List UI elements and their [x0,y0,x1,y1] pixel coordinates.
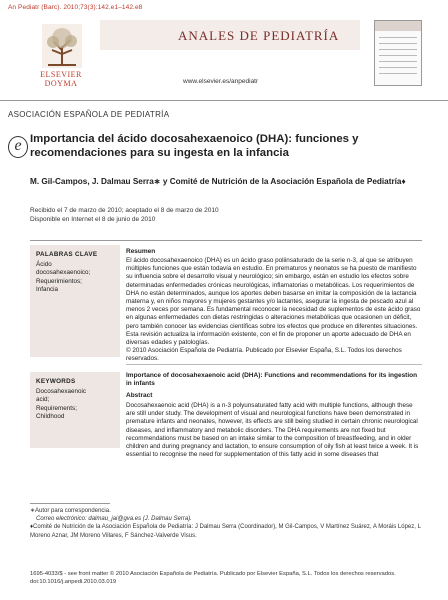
issn-line: 1695-4033/$ - see front matter © 2010 Asociación Española de Pediatría. Publicado por Elsevier España, S.L. Todos los derechos reservados. [30,571,396,577]
abstract-heading: Abstract [126,392,153,399]
resumen-block [126,248,422,364]
abstract-divider [126,364,422,365]
keywords-es-box [30,245,120,357]
committee-note: ♦Comité de Nutrición de la Asociación Española de Pediatría: J Dalmau Serra (Coordinador), M Gil-Campos, V Martínez Suárez, A Moráis López, L Moreno Aznar, JM Moreno Villares, F Sánchez-Valverde Visus. [30,524,421,539]
received-date: Recibido el 7 de marzo de 2010; aceptado el 8 de marzo de 2010 [30,207,219,214]
cover-line [379,61,417,62]
keywords-es-list [36,261,118,294]
electronic-article-icon: e [8,136,28,158]
cover-line [379,49,417,50]
keyword: acid; [36,396,50,404]
keyword: Infancia [36,285,59,293]
publisher-name: ELSEVIER DOYMA [40,70,82,88]
section-heading: ASOCIACIÓN ESPAÑOLA DE PEDIATRÍA [8,110,170,119]
footnotes [30,507,430,540]
resumen-copyright: © 2010 Asociación Española de Pediatría. Publicado por Elsevier España, S.L. Todos los derechos reservados. [126,347,402,363]
keyword: Childhood [36,412,65,420]
cover-line [379,43,417,44]
citation: An Pediatr (Barc). 2010;73(3):142.e1–142.e8 [8,4,143,11]
article-authors: M. Gil-Campos, J. Dalmau Serra∗ y Comité de Nutrición de la Asociación Española de Pediatría♦ [30,177,406,186]
doi-line[interactable]: doi:10.1016/j.anpedi.2010.03.019 [30,579,117,585]
keyword: docosahexaenoico; [36,269,91,277]
keyword: Requerimientos; [36,277,82,285]
article-title: Importancia del ácido docosahexaenoico (DHA): funciones y recomendaciones para su ingesta en la infancia [30,133,359,159]
correspondence-note: ∗Autor para correspondencia. [30,508,111,514]
journal-cover-thumbnail [374,20,422,86]
cover-line [379,73,417,74]
publisher-logo [28,20,94,88]
footnote-divider [30,503,110,504]
keywords-en-list [36,388,118,421]
cover-line [379,55,417,56]
keywords-en-box [30,372,120,448]
journal-url[interactable]: www.elsevier.es/anpediatr [183,78,259,85]
keyword: Ácido [36,261,52,268]
cover-band [375,21,421,31]
elsevier-tree-icon [42,24,82,68]
abstract-top-divider [30,240,422,241]
keywords-en-heading: KEYWORDS [36,378,76,385]
keywords-es-heading: PALABRAS CLAVE [36,251,98,258]
bottom-matter [30,570,430,586]
english-title: Importance of docosahexaenoic acid (DHA): Functions and recommendations for its ingestion in infants [126,372,418,388]
online-date: Disponible en Internet el 8 de junio de 2010 [30,216,156,223]
keyword: Docosahexaenoic [36,388,87,395]
article-dates [30,206,430,224]
cover-line [379,37,417,38]
resumen-heading: Resumen [126,248,156,255]
resumen-text: El ácido docosahexaenoico (DHA) es un ácido graso poliinsaturado de la serie n-3, al que se atribuyen múltiples funciones que están todavía en estudio. En prematuros y neonatos se ha puesto de manifiesto su influencia sobre el desarrollo visual y neurológico; sin embargo, están en estudio los efectos sobre determinadas enfermedades crónicas neurológicas, inflamatorias o metabólicas. Los requerimientos de DHA no están determinados, aunque los aportes deben basarse en imitar la composición de la lactancia materna y, en niños mayores y mujeres gestantes y/o lactantes, asegurar la ingesta de pescado azul al menos 2 veces por semana. Es fundamental reconocer la necesidad de suplementos de este ácido graso en algunas enfermedades con dietas restringidas o alteraciones metabólicas que ocasionen un déficit, pero también conocer las evidencias científicas sobre los efectos que produce en diferentes situaciones. Esta revisión actualiza la información existente, con el fin de proponer un aporte adecuado de DHA en diversas edades y patologías. [126,257,421,347]
abstract-text: Docosahexaenoic acid (DHA) is a n-3 polyunsaturated fatty acid with multiple functions, although these are still under study. The development of visual and neurological functions have been demonstrated in premature infants and neonates, however, its effects are still being studied in certain chronic neurological diseases, and inflammatory and metabolic disorders. The DHA requirements are not fixed but recommendations must be based on an intake similar to the composition of breastfeeding, and in older children and during pregnancy and lactation, to ensure consumption of oily fish at least twice a week. It is essential to recognise the need for supplementation of this fatty acid in some diseases that [126,402,419,459]
cover-line [379,67,417,68]
journal-name: ANALES DE PEDIATRÍA [178,28,340,43]
keyword: Requirements; [36,404,77,412]
journal-masthead [28,20,420,96]
email-note: Correo electrónico: dalmau_jai@gva.es (J. Dalmau Serra). [36,516,192,523]
header-divider [0,100,448,101]
